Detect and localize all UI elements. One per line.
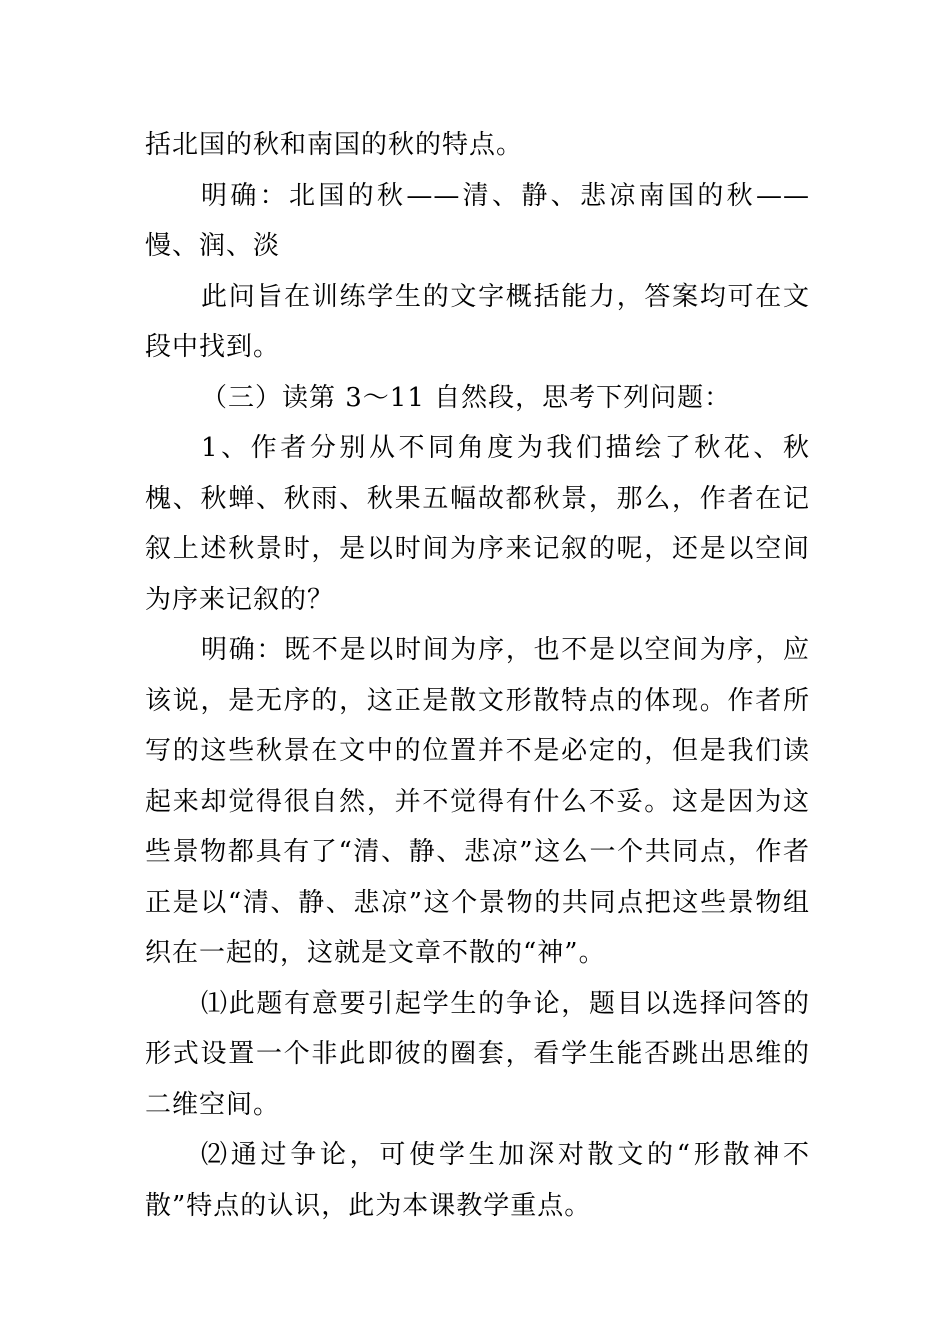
paragraph-answer-order: 明确：既不是以时间为序，也不是以空间为序，应该说，是无序的，这正是散文形散特点的体现。作者所写的这些秋景在文中的位置并不是必定的，但是我们读起来却觉得很自然，并不觉得有什么不妥。这是因为这些景物都具有了“清、静、悲凉”这么一个共同点，作者正是以“清、静、悲凉”这个景物的共同点把这些景物组织在一起的，这就是文章不散的“神”。 xyxy=(145,635,810,968)
paragraph-answer-autumn-traits: 明确：北国的秋——清、静、悲凉南国的秋——慢、润、淡 xyxy=(145,180,810,261)
section-heading-three: （三）读第 3～11 自然段，思考下列问题： xyxy=(201,382,732,413)
paragraph-purpose-note: 此问旨在训练学生的文字概括能力，答案均可在文段中找到。 xyxy=(145,281,810,362)
question-one: 1、作者分别从不同角度为我们描绘了秋花、秋槐、秋蝉、秋雨、秋果五幅故都秋景，那么，作者在记叙上述秋景时，是以时间为序来记叙的呢，还是以空间为序来记叙的？ xyxy=(145,433,810,615)
note-item-2: ⑵通过争论，可使学生加深对散文的“形散神不散”特点的认识，此为本课教学重点。 xyxy=(145,1140,810,1221)
document-page xyxy=(145,120,810,1231)
paragraph-continuation: 括北国的秋和南国的秋的特点。 xyxy=(145,130,524,160)
note-item-1: ⑴此题有意要引起学生的争论，题目以选择问答的形式设置一个非此即彼的圈套，看学生能否跳出思维的二维空间。 xyxy=(145,988,810,1120)
